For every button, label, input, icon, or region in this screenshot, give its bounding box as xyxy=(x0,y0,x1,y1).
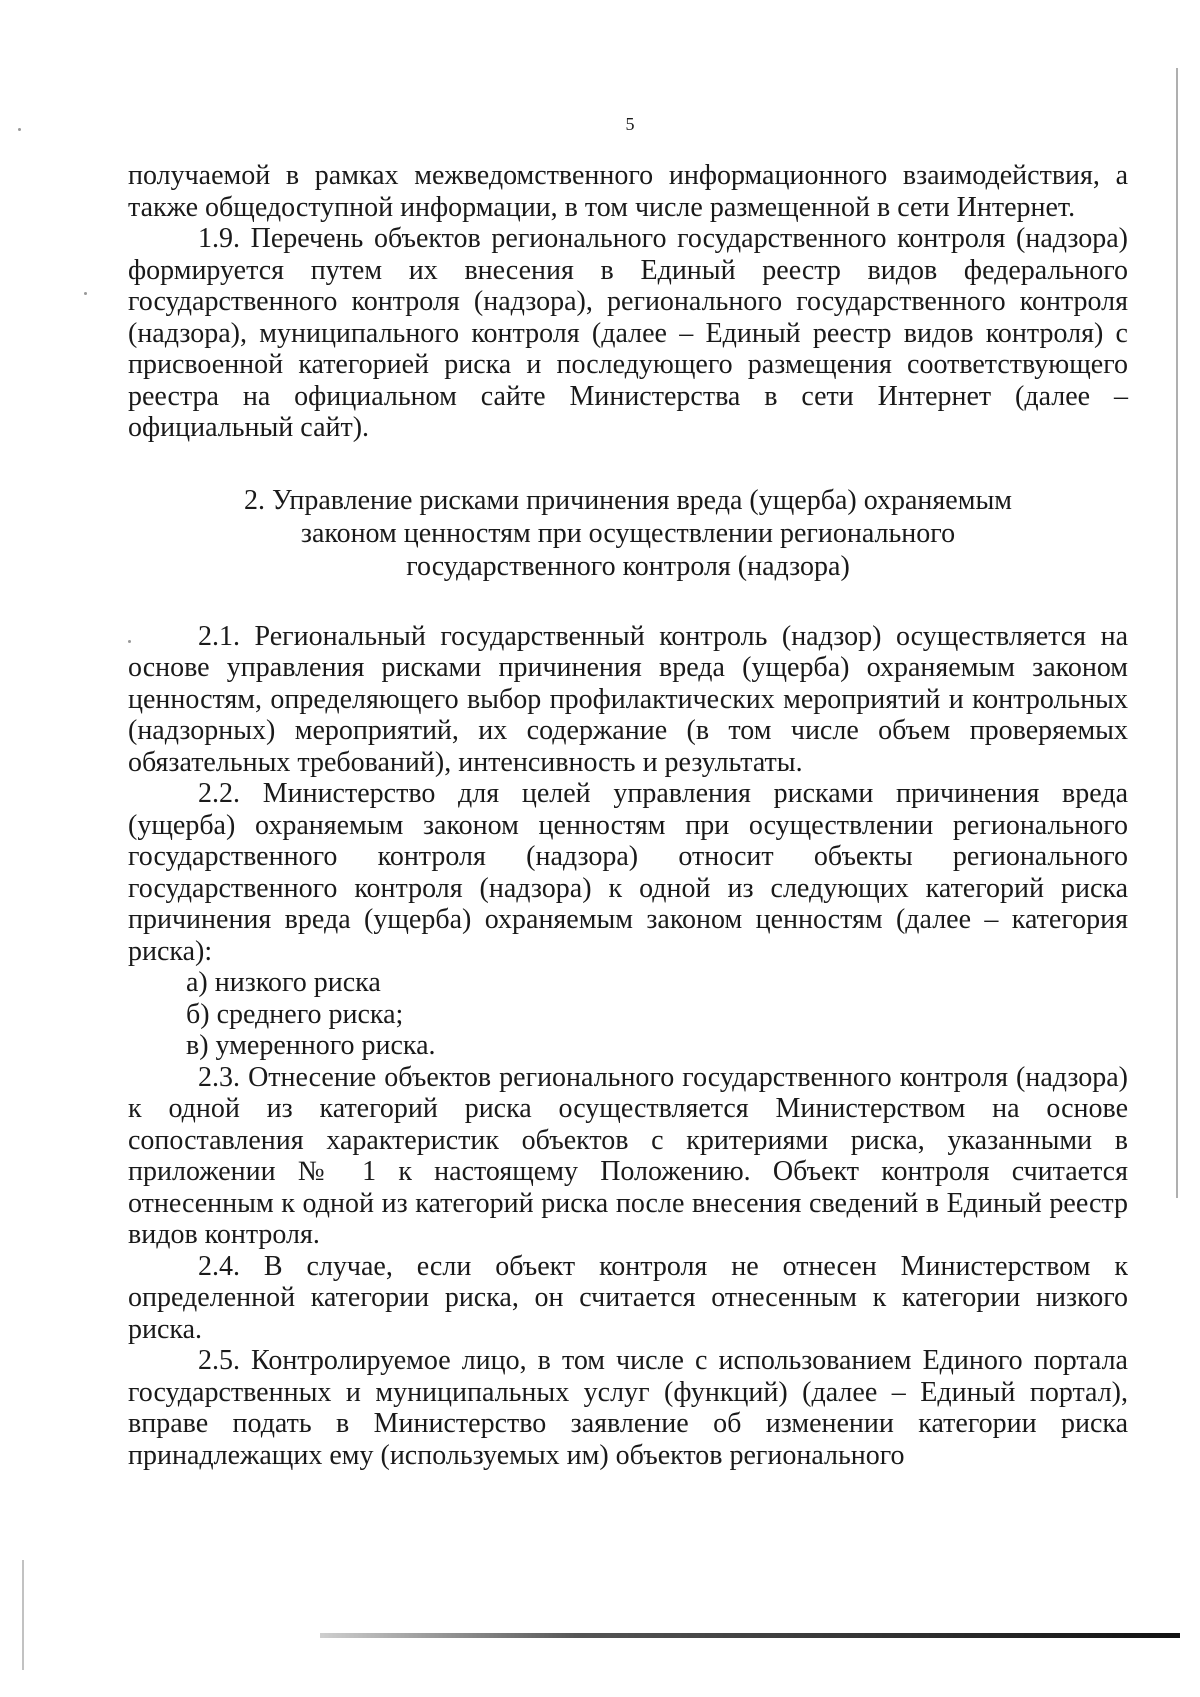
page-number: 5 xyxy=(625,114,635,134)
section-heading xyxy=(128,484,1128,583)
risk-category-low: а) низкого риска xyxy=(186,967,381,998)
section-heading-line-2: законом ценностям при осуществлении регионального xyxy=(300,517,956,549)
section-heading-line-3: государственного контроля (надзора) xyxy=(406,550,850,582)
paragraph-2-3: 2.3. Отнесение объектов регионального государственного контроля (надзора) к одной из категорий риска осуществляется Министерством на основе сопоставления характеристик объектов с критериями риска, указанными в приложении № 1 к настоящему Положению. Объект контроля считается отнесенным к одной из категорий риска после внесения сведений в Единый реестр видов контроля. xyxy=(128,1061,1128,1250)
risk-category-medium: б) среднего риска; xyxy=(186,998,404,1030)
section-heading-line-1: 2. Управление рисками причинения вреда (ущерба) охраняемым xyxy=(244,484,1012,516)
paragraph-2-2: 2.2. Министерство для целей управления рисками причинения вреда (ущерба) охраняемым законом ценностям при осуществлении регионального государственного контроля (надзора) относит объекты регионального государственного контроля (надзора) к одной из следующих категорий риска причинения вреда (ущерба) охраняемым законом ценностям (далее – категория риска): xyxy=(128,778,1128,967)
scan-edge-bottom xyxy=(320,1633,1180,1638)
scan-edge-right xyxy=(1176,68,1178,1198)
paragraph-2-1: 2.1. Региональный государственный контроль (надзор) осуществляется на основе управления рисками причинения вреда (ущерба) охраняемым законом ценностям, определяющего выбор профилактических мероприятий и контрольных (надзорных) мероприятий, их содержание (в том числе объем проверяемых обязательных требований), интенсивность и результаты. xyxy=(128,620,1128,778)
paragraph-2-4: 2.4. В случае, если объект контроля не отнесен Министерством к определенной категории риска, он считается отнесенным к категории низкого риска. xyxy=(128,1250,1128,1345)
paragraph-2-5: 2.5. Контролируемое лицо, в том числе с использованием Единого портала государственных и муниципальных услуг (функций) (далее – Единый портал), вправе подать в Министерство заявление об изменении категории риска принадлежащих ему (используемых им) объектов регионального xyxy=(128,1345,1128,1471)
scan-speck xyxy=(84,292,87,295)
scan-speck xyxy=(128,640,131,643)
risk-category-moderate: в) умеренного риска. xyxy=(186,1030,436,1061)
document-body xyxy=(128,160,1128,1471)
scan-speck xyxy=(18,128,21,131)
paragraph-continuation: получаемой в рамках межведомственного информационного взаимодействия, а также общедоступной информации, в том числе размещенной в сети Интернет. xyxy=(128,160,1128,223)
scan-edge-left xyxy=(22,1560,24,1670)
paragraph-1-9: 1.9. Перечень объектов регионального государственного контроля (надзора) формируется путем их внесения в Единый реестр видов федерального государственного контроля (надзора), регионального государственного контроля (надзора), муниципального контроля (далее – Единый реестр видов контроля) с присвоенной категорией риска и последующего размещения соответствующего реестра на официальном сайте Министерства в сети Интернет (далее – официальный сайт). xyxy=(128,223,1128,443)
